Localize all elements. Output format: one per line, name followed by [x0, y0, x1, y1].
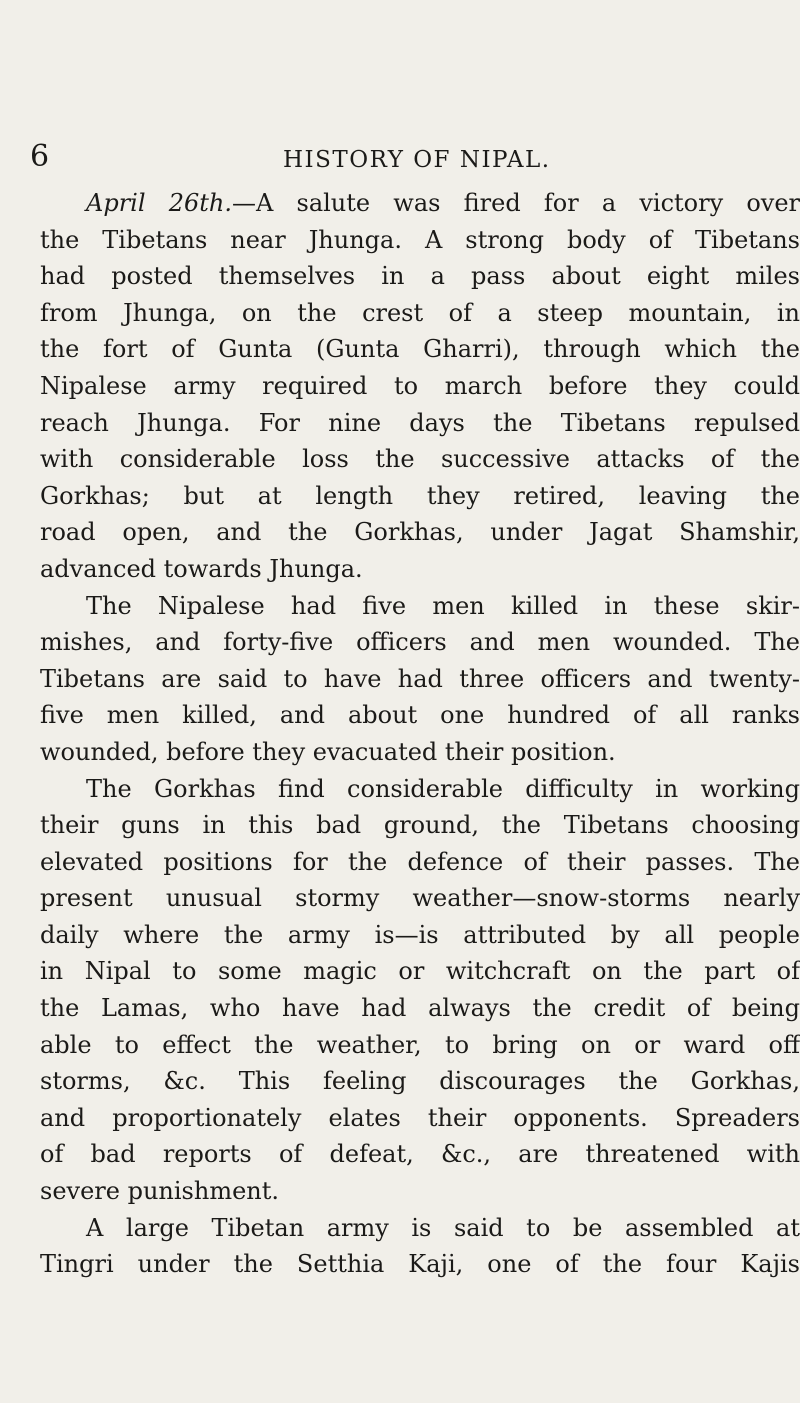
text-line: and proportionately elates their opponents. Spreaders [40, 1103, 800, 1132]
text-line: wounded, before they evacuated their position. [40, 737, 616, 766]
text-line: in Nipal to some magic or witchcraft on the part of [40, 957, 800, 986]
text-line: the Lamas, who have had always the credit of being [40, 994, 800, 1023]
text-line: advanced towards Jhunga. [40, 554, 363, 583]
text-line: able to effect the weather, to bring on or ward off [40, 1030, 800, 1059]
text-line: The Gorkhas find considerable difficulty in working [86, 774, 800, 803]
running-title: HISTORY OF NIPAL. [283, 147, 551, 173]
text-line: reach Jhunga. For nine days the Tibetans repulsed [40, 408, 800, 437]
text-line: of bad reports of defeat, &c., are threatened with [40, 1140, 800, 1169]
text-line: the Tibetans near Jhunga. A strong body of Tibetans [40, 225, 800, 254]
text-line: mishes, and forty-five officers and men wounded. The [40, 628, 800, 657]
text-line: had posted themselves in a pass about eight miles [40, 262, 800, 291]
text-line: the fort of Gunta (Gunta Gharri), through which the [40, 335, 800, 364]
text-line: daily where the army is—is attributed by all people [40, 920, 800, 949]
page-number: 6 [30, 139, 50, 174]
date-heading: April 26th. [86, 189, 232, 217]
text-line: The Nipalese had five men killed in these skir- [86, 591, 800, 620]
text-line: A large Tibetan army is said to be assembled at [86, 1213, 800, 1242]
text-line: five men killed, and about one hundred of all ranks [40, 701, 800, 730]
text-line: road open, and the Gorkhas, under Jagat Shamshir, [40, 518, 800, 547]
text-line: with considerable loss the successive attacks of the [40, 445, 800, 474]
text-line: severe punishment. [40, 1177, 280, 1206]
text-line: Tingri under the Setthia Kaji, one of the four Kajis [40, 1250, 800, 1279]
text-line: April 26th.—A salute was fired for a victory over [86, 189, 800, 217]
text-line: from Jhunga, on the crest of a steep mountain, in [40, 298, 800, 327]
text-line: Gorkhas; but at length they retired, leaving the [40, 481, 800, 510]
text-line: elevated positions for the defence of their passes. The [40, 847, 800, 876]
text-line: present unusual stormy weather—snow-storms nearly [40, 884, 800, 913]
text-line: storms, &c. This feeling discourages the Gorkhas, [40, 1067, 800, 1096]
page-body [40, 185, 800, 1283]
text-line: Tibetans are said to have had three officers and twenty- [40, 664, 800, 693]
text-line: their guns in this bad ground, the Tibetans choosing [40, 811, 800, 840]
text-line: Nipalese army required to march before they could [40, 371, 800, 400]
